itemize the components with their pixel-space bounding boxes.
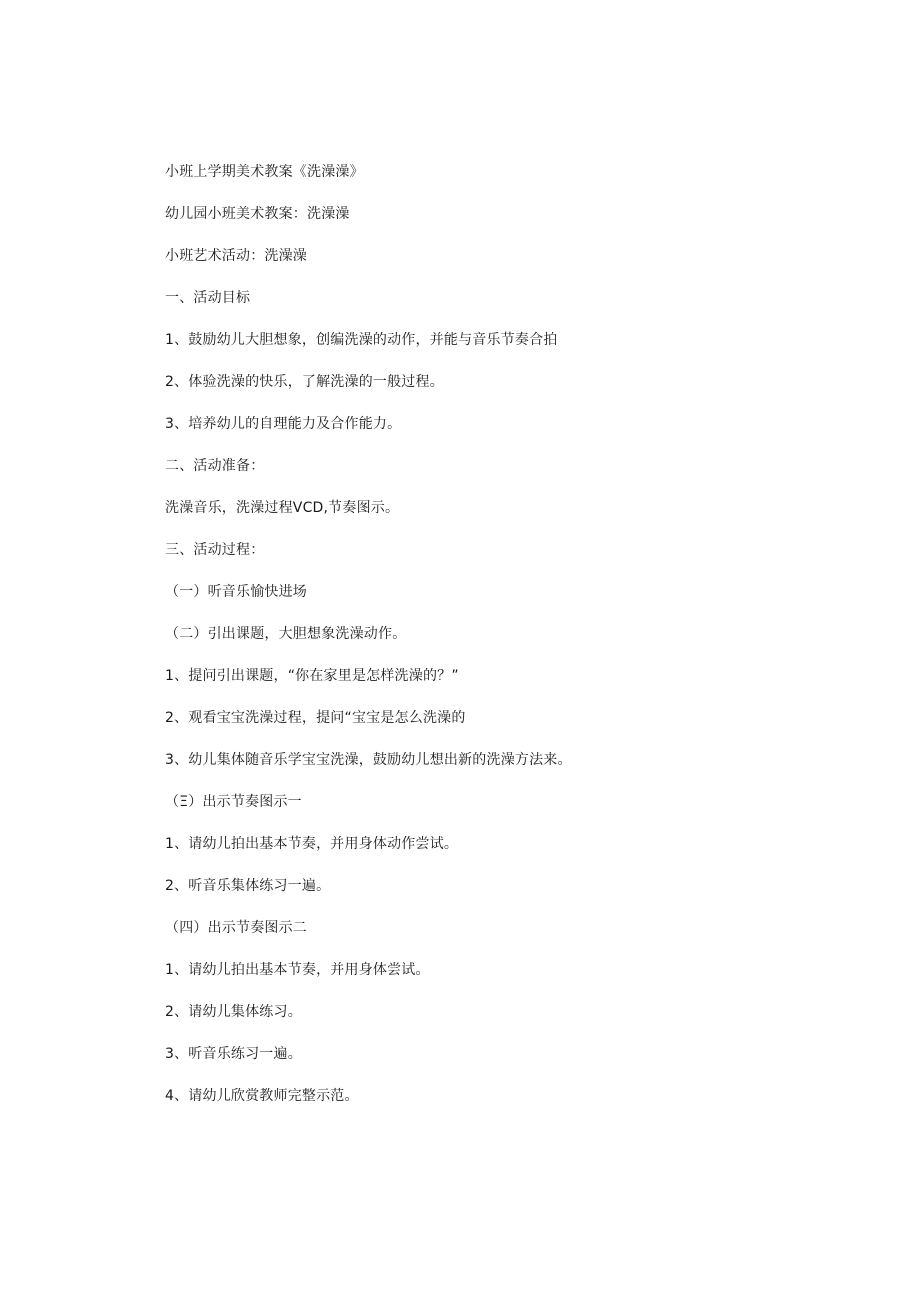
process-step-4-item-3: 3、听音乐练习一遍。: [165, 1046, 302, 1062]
process-step-2-heading: （二）引出课题，大胆想象洗澡动作。: [165, 626, 407, 642]
subtitle-art-activity: 小班艺术活动：洗澡澡: [165, 248, 307, 264]
process-step-3-heading: （Ξ）出示节奏图示一: [165, 794, 302, 810]
preparation-text: 洗澡音乐，洗澡过程VCD,节奏图示。: [165, 500, 400, 516]
goal-item-1: 1、鼓励幼儿大胆想象，创编洗澡的动作，并能与音乐节奏合拍: [165, 332, 558, 348]
section-heading-goals: 一、活动目标: [165, 290, 251, 306]
process-step-2-item-1: 1、提问引出课题，“你在家里是怎样洗澡的？”: [165, 668, 459, 684]
process-step-3-item-1: 1、请幼儿拍出基本节奏，并用身体动作尝试。: [165, 836, 459, 852]
process-step-2-item-2: 2、观看宝宝洗澡过程，提问“宝宝是怎么洗澡的: [165, 710, 466, 726]
process-step-4-item-4: 4、请幼儿欣赏教师完整示范。: [165, 1088, 359, 1104]
process-step-3-item-2: 2、听音乐集体练习一遍。: [165, 878, 331, 894]
process-step-4-heading: （四）出示节奏图示二: [165, 920, 307, 936]
subtitle-kindergarten-art-plan: 幼儿园小班美术教案：洗澡澡: [165, 206, 350, 222]
process-step-1-heading: （一）听音乐愉快进场: [165, 584, 307, 600]
goal-item-3: 3、培养幼儿的自理能力及合作能力。: [165, 416, 402, 432]
document-body: [165, 160, 805, 1126]
process-step-4-item-2: 2、请幼儿集体练习。: [165, 1004, 302, 1020]
process-step-4-item-1: 1、请幼儿拍出基本节奏，并用身体尝试。: [165, 962, 430, 978]
process-step-2-item-3: 3、幼儿集体随音乐学宝宝洗澡，鼓励幼儿想出新的洗澡方法来。: [165, 752, 572, 768]
document-title: 小班上学期美术教案《洗澡澡》: [165, 164, 364, 180]
goal-item-2: 2、体验洗澡的快乐，了解洗澡的一般过程。: [165, 374, 444, 390]
section-heading-preparation: 二、活动准备：: [165, 458, 265, 474]
section-heading-process: 三、活动过程：: [165, 542, 265, 558]
